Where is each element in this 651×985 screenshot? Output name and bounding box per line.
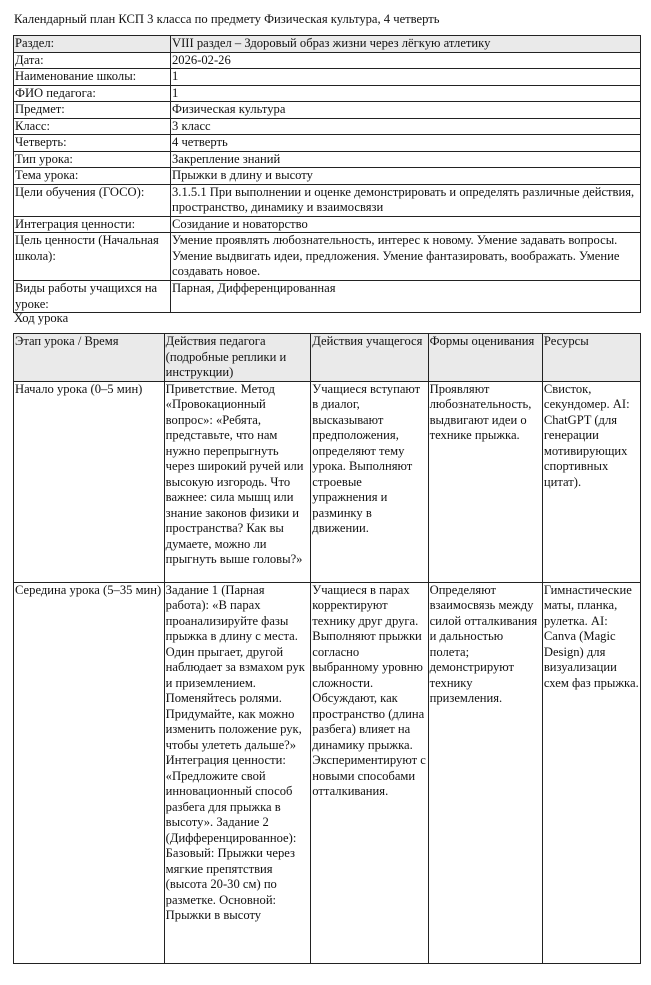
column-header-student: Действия учащегося [311,334,428,382]
lesson-info-table [13,35,641,313]
info-row-school [14,69,641,86]
info-row-teacher [14,85,641,102]
info-value: 3 класс [171,118,641,135]
info-value: 1 [171,85,641,102]
info-label: Цель ценности (Начальная школа): [14,233,171,281]
info-label: Дата: [14,52,171,69]
lesson-flow-table [13,333,641,964]
info-label: Цели обучения (ГОСО): [14,184,171,216]
resources-cell: Гимнастические маты, планка, рулетка. AI: Canva (Magic Design) для визуализации схем фаз прыжка. [542,582,640,963]
info-value: 4 четверть [171,135,641,152]
student-actions-cell: Учащиеся в парах корректируют технику друг друга. Выполняют прыжки согласно выбранному уровню сложности. Обсуждают, как пространство (длина разбега) влияет на динамику прыжка. Экспериментируют с новыми способами отталкивания. [311,582,428,963]
lesson-stage-row [14,582,641,963]
lesson-stage-row [14,381,641,582]
lesson-flow-caption: Ход урока [14,311,69,325]
info-row-section [14,36,641,53]
info-value: Закрепление знаний [171,151,641,168]
info-value: Созидание и новаторство [171,216,641,233]
stage-cell: Начало урока (0–5 мин) [14,381,165,582]
info-label: Интеграция ценности: [14,216,171,233]
resources-cell: Свисток, секундомер. AI: ChatGPT (для генерации мотивирующих спортивных цитат). [542,381,640,582]
info-value: 3.1.5.1 При выполнении и оценке демонстрировать и определять различные действия, пространство, динамику и взаимосвязи [171,184,641,216]
info-value: Физическая культура [171,102,641,119]
info-row-quarter [14,135,641,152]
lesson-flow-header-row [14,334,641,382]
info-row-value-integration [14,216,641,233]
info-value: 2026-02-26 [171,52,641,69]
column-header-resources: Ресурсы [542,334,640,382]
teacher-actions-cell: Приветствие. Метод «Провокационный вопрос»: «Ребята, представьте, что нам нужно перепрыгнуть через широкий ручей или высокую изгородь. Что важнее: сила мышц или знание законов физики и пространства? Как вы думаете, можно ли прыгнуть выше головы?» [164,381,311,582]
info-label: Тема урока: [14,168,171,185]
column-header-teacher: Действия педагога (подробные реплики и инструкции) [164,334,311,382]
document-title: Календарный план КСП 3 класса по предмету Физическая культура, 4 четверть [14,12,440,26]
info-label: Наименование школы: [14,69,171,86]
info-label: ФИО педагога: [14,85,171,102]
assessment-cell: Определяют взаимосвязь между силой отталкивания и дальностью полета; демонстрируют технику приземления. [428,582,542,963]
info-row-subject [14,102,641,119]
teacher-actions-cell: Задание 1 (Парная работа): «В парах проанализируйте фазы прыжка в длину с места. Один прыгает, другой наблюдает за взмахом рук и приземлением. Поменяйтесь ролями. Придумайте, как можно изменить положение рук, чтобы улететь дальше?» Интеграция ценности: «Предложите свой инновационный способ разбега для прыжка в высоту». Задание 2 (Дифференцированное): Базовый: Прыжки через мягкие препятствия (высота 20-30 см) по разметке. Основной: Прыжки в высоту [164,582,311,963]
info-row-date [14,52,641,69]
info-label: Предмет: [14,102,171,119]
info-value: Умение проявлять любознательность, интерес к новому. Умение задавать вопросы. Умение выдвигать идеи, предложения. Умение фантазировать, воображать. Умение создавать новое. [171,233,641,281]
info-label: Раздел: [14,36,171,53]
info-label: Класс: [14,118,171,135]
info-row-lesson-type [14,151,641,168]
student-actions-cell: Учащиеся вступают в диалог, высказывают предположения, определяют тему урока. Выполняют строевые упражнения и разминку в движении. [311,381,428,582]
info-row-learning-goals [14,184,641,216]
info-row-class [14,118,641,135]
assessment-cell: Проявляют любознательность, выдвигают идеи о технике прыжка. [428,381,542,582]
info-value: Прыжки в длину и высоту [171,168,641,185]
info-row-value-goal [14,233,641,281]
info-label: Четверть: [14,135,171,152]
column-header-assessment: Формы оценивания [428,334,542,382]
info-label: Виды работы учащихся на уроке: [14,281,171,313]
column-header-stage: Этап урока / Время [14,334,165,382]
stage-cell: Середина урока (5–35 мин) [14,582,165,963]
info-row-work-types [14,281,641,313]
info-value: Парная, Дифференцированная [171,281,641,313]
info-label: Тип урока: [14,151,171,168]
info-row-topic [14,168,641,185]
info-value: VIII раздел – Здоровый образ жизни через лёгкую атлетику [171,36,641,53]
info-value: 1 [171,69,641,86]
